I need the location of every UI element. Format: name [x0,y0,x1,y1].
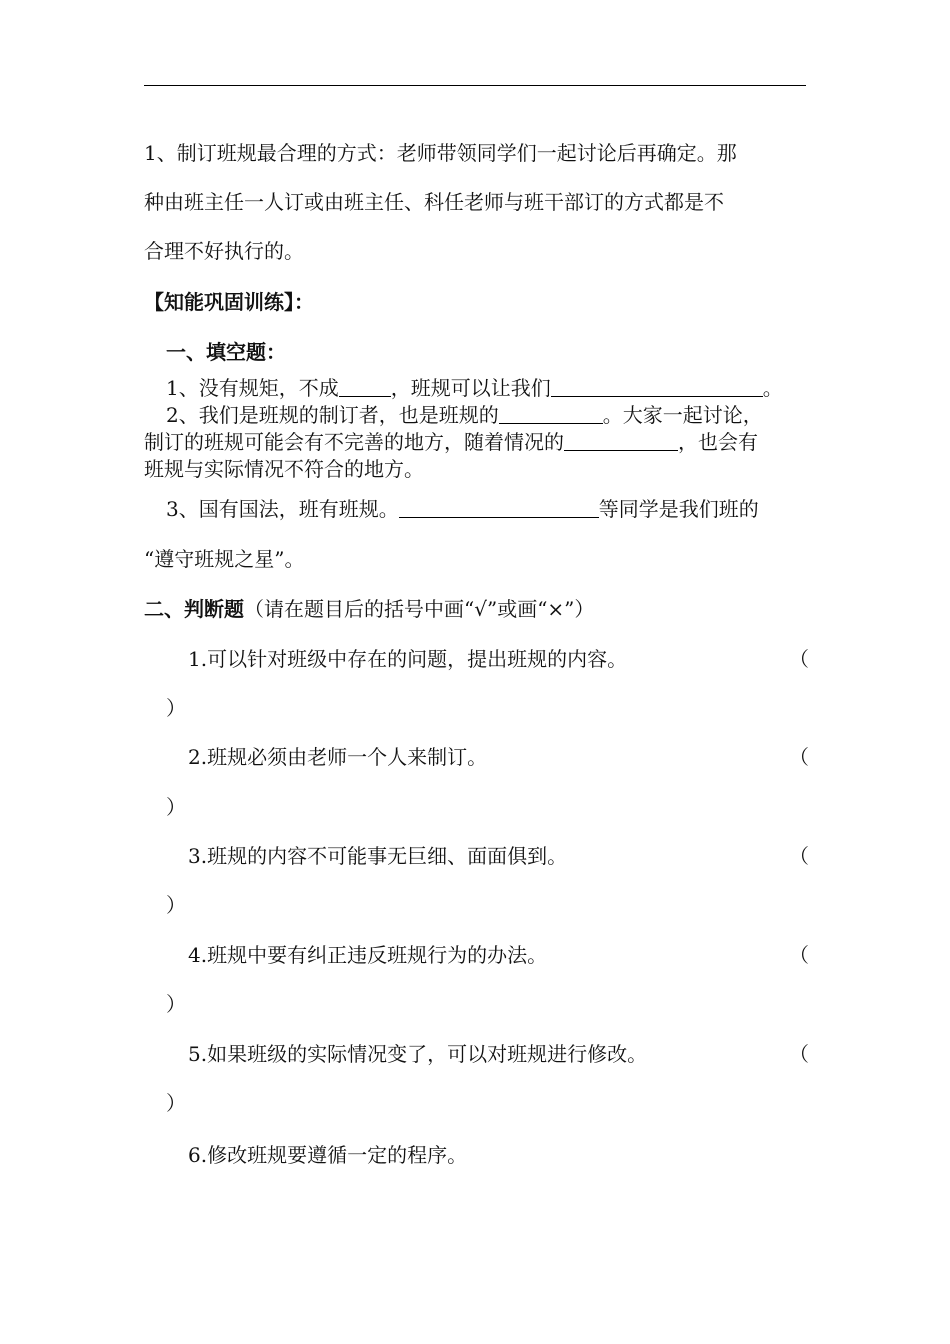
fill-question-2-line-2: 制订的班规可能会有不完善的地方，随着情况的 ，也会有 [144,430,758,454]
intro-line-2: 种由班主任一人订或由班主任、科任老师与班干部订的方式都是不 [144,190,724,214]
answer-paren-close: ） [166,795,186,819]
answer-paren-close: ） [166,992,186,1016]
judge-item-6: 6.修改班规要遵循一定的程序。 [188,1143,468,1167]
answer-paren-close: ） [166,696,186,720]
judge-item-1: 1.可以针对班级中存在的问题，提出班规的内容。 [188,647,628,671]
answer-paren-open[interactable]: （ [789,647,809,671]
fill-question-1: 1、没有规矩，不成 ，班规可以让我们 。 [166,376,783,400]
intro-line-3: 合理不好执行的。 [144,239,304,263]
part2-heading: 二、判断题（请在题目后的括号中画“√”或画“×”） [144,597,595,621]
judge-item-5: 5.如果班级的实际情况变了，可以对班规进行修改。 [188,1042,648,1066]
answer-blank[interactable] [564,430,678,451]
answer-blank[interactable] [551,376,763,397]
fill-question-3-line-2: “遵守班规之星”。 [144,547,305,571]
section-heading: 【知能巩固训练】： [144,290,314,314]
fill-question-2: 2、我们是班规的制订者，也是班规的 。大家一起讨论， [166,403,763,427]
judge-item-4: 4.班规中要有纠正违反班规行为的办法。 [188,943,548,967]
judge-item-2: 2.班规必须由老师一个人来制订。 [188,745,488,769]
part1-heading: 一、填空题： [166,340,286,364]
judge-item-3: 3.班规的内容不可能事无巨细、面面俱到。 [188,844,568,868]
answer-paren-open[interactable]: （ [789,943,809,967]
answer-blank[interactable] [399,497,599,518]
fill-question-2-line-3: 班规与实际情况不符合的地方。 [144,457,424,481]
intro-line-1: 1、制订班规最合理的方式：老师带领同学们一起讨论后再确定。那 [144,141,737,165]
answer-paren-close: ） [166,1091,186,1115]
answer-paren-close: ） [166,893,186,917]
answer-blank[interactable] [339,376,391,397]
answer-paren-open[interactable]: （ [789,844,809,868]
header-rule [144,85,806,86]
fill-question-3: 3、国有国法，班有班规。 等同学是我们班的 [166,497,759,521]
answer-paren-open[interactable]: （ [789,1042,809,1066]
answer-paren-open[interactable]: （ [789,745,809,769]
answer-blank[interactable] [499,403,603,424]
